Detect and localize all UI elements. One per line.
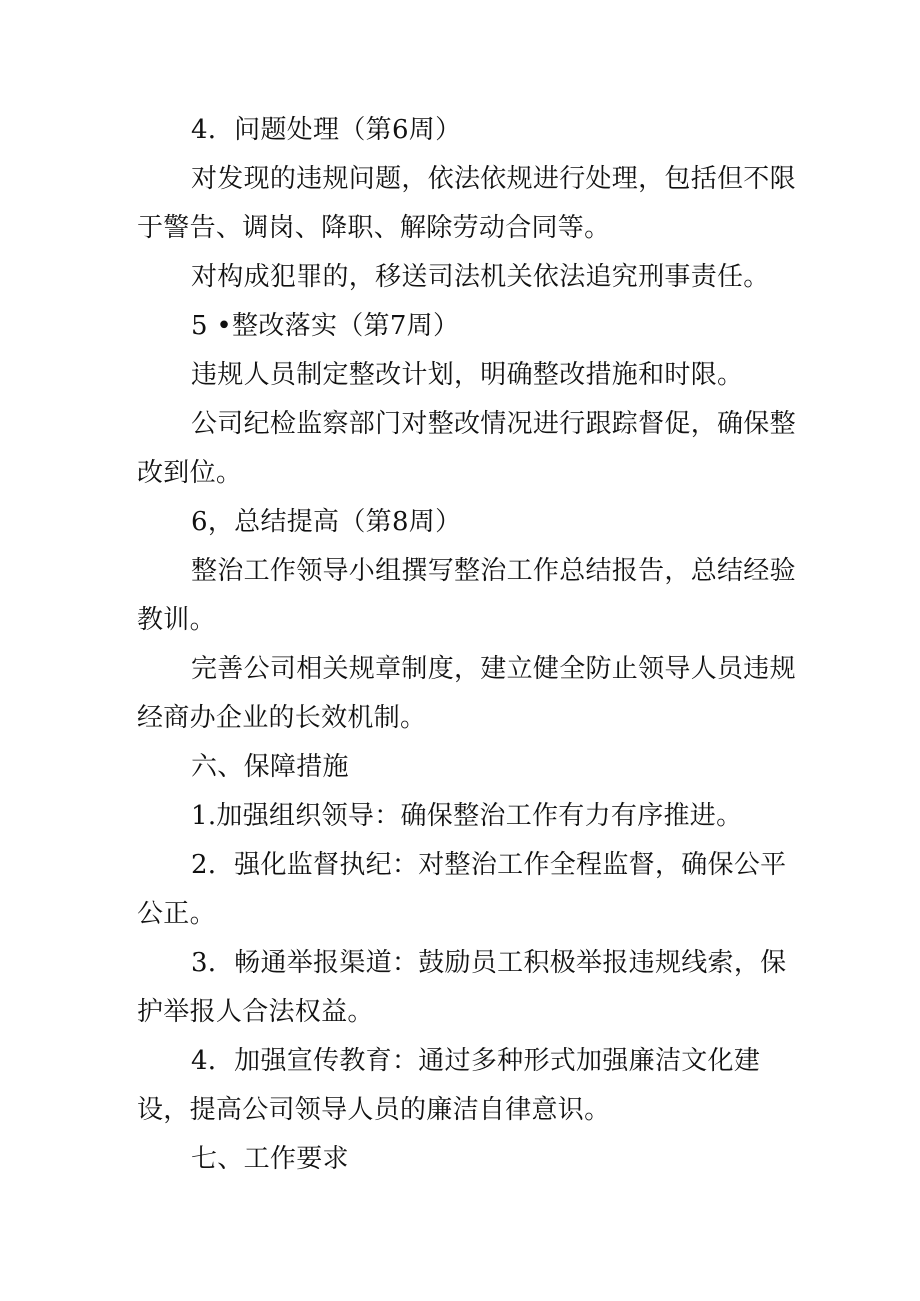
- heading-rectification: 5 •整改落实（第7周）: [191, 311, 460, 341]
- list-item-leadership: 1.加强组织领导：确保整治工作有力有序推进。: [191, 801, 743, 831]
- list-item-reporting-channels: 3．畅通举报渠道：鼓励员工积极举报违规线索，保护举报人合法权益。: [137, 948, 787, 1027]
- paragraph-long-term-mechanism: 完善公司相关规章制度，建立健全防止领导人员违规经商办企业的长效机制。: [137, 654, 796, 733]
- section-heading-safeguards: 六、保障措施: [191, 752, 349, 782]
- paragraph-rectification-supervision: 公司纪检监察部门对整改情况进行跟踪督促，确保整改到位。: [137, 409, 796, 488]
- paragraph-summary-report: 整治工作领导小组撰写整治工作总结报告，总结经验教训。: [137, 556, 796, 635]
- paragraph-rectification-plan: 违规人员制定整改计划，明确整改措施和时限。: [191, 360, 744, 390]
- paragraph-violation-handling: 对发现的违规问题，依法依规进行处理，包括但不限于警告、调岗、降职、解除劳动合同等。: [137, 164, 796, 243]
- list-item-supervision: 2．强化监督执纪：对整治工作全程监督，确保公平公正。: [137, 850, 787, 929]
- paragraph-criminal-referral: 对构成犯罪的，移送司法机关依法追究刑事责任。: [191, 262, 770, 292]
- list-item-publicity-education: 4．加强宣传教育：通过多种形式加强廉洁文化建设，提高公司领导人员的廉洁自律意识。: [137, 1046, 761, 1125]
- heading-summary: 6，总结提高（第8周）: [191, 507, 462, 537]
- section-heading-requirements: 七、工作要求: [191, 1144, 349, 1174]
- heading-problem-handling: 4．问题处理（第6周）: [191, 115, 462, 145]
